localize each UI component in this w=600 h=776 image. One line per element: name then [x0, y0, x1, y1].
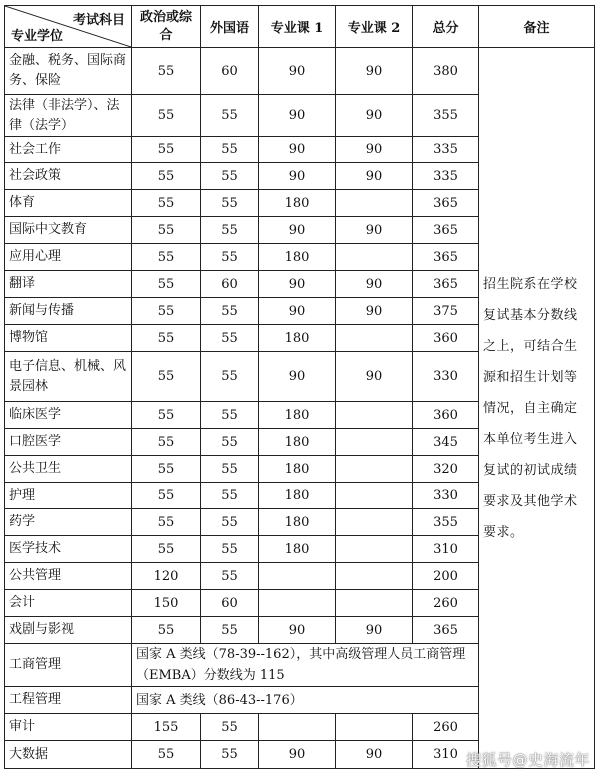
cell-foreign: 55 — [201, 563, 259, 590]
cell-total: 360 — [413, 402, 479, 429]
row-name: 翻译 — [5, 271, 132, 298]
cell-politics: 55 — [132, 456, 201, 483]
cell-politics: 55 — [132, 190, 201, 217]
cell-major1: 180 — [259, 325, 336, 352]
cell-major1: 180 — [259, 429, 336, 456]
cell-politics: 155 — [132, 714, 201, 741]
cell-foreign: 55 — [201, 429, 259, 456]
cell-total: 330 — [413, 483, 479, 509]
cell-total: 365 — [413, 617, 479, 644]
cell-foreign: 55 — [201, 352, 259, 402]
cell-major2 — [336, 190, 413, 217]
row-name: 金融、税务、国际商务、保险 — [5, 48, 132, 95]
row-name: 会计 — [5, 590, 132, 617]
corner-top-label: 考试科目 — [72, 13, 125, 28]
row-name: 临床医学 — [5, 402, 132, 429]
row-name: 工程管理 — [5, 687, 132, 714]
row-name: 体育 — [5, 190, 132, 217]
cell-foreign: 55 — [201, 95, 259, 137]
row-name: 戏剧与影视 — [5, 617, 132, 644]
row-name: 博物馆 — [5, 325, 132, 352]
cell-major1: 180 — [259, 536, 336, 563]
cell-major1: 90 — [259, 741, 336, 769]
cell-major2 — [336, 509, 413, 536]
cell-politics: 55 — [132, 271, 201, 298]
row-name: 口腔医学 — [5, 429, 132, 456]
cell-foreign: 55 — [201, 741, 259, 769]
row-name: 公共管理 — [5, 563, 132, 590]
col-total: 总分 — [413, 6, 479, 48]
cell-foreign: 60 — [201, 271, 259, 298]
cell-major2 — [336, 563, 413, 590]
cell-major1: 90 — [259, 163, 336, 190]
cell-foreign: 55 — [201, 509, 259, 536]
cell-total: 200 — [413, 563, 479, 590]
cell-total: 355 — [413, 95, 479, 137]
row-name: 护理 — [5, 483, 132, 509]
cell-total: 345 — [413, 429, 479, 456]
cell-foreign: 55 — [201, 617, 259, 644]
remark-cell: 招生院系在学校复试基本分数线之上，可结合生源和招生计划等情况，自主确定本单位考生进入复试的初试成绩要求及其他学术要求。 — [479, 48, 595, 769]
cell-total: 365 — [413, 217, 479, 244]
cell-major1: 180 — [259, 509, 336, 536]
row-name: 审计 — [5, 714, 132, 741]
cell-major2: 90 — [336, 298, 413, 325]
watermark: 搜狐号@史海流年 — [465, 751, 590, 769]
row-name: 医学技术 — [5, 536, 132, 563]
merged-cell: 国家 A 类线（86-43--176） — [132, 687, 479, 714]
score-table — [4, 5, 595, 769]
cell-politics: 55 — [132, 298, 201, 325]
cell-major2 — [336, 714, 413, 741]
cell-major2 — [336, 456, 413, 483]
cell-major1 — [259, 563, 336, 590]
cell-politics: 55 — [132, 325, 201, 352]
cell-politics: 55 — [132, 137, 201, 163]
cell-major2 — [336, 244, 413, 271]
cell-major1: 90 — [259, 48, 336, 95]
cell-total: 335 — [413, 163, 479, 190]
row-name: 社会政策 — [5, 163, 132, 190]
cell-total: 365 — [413, 190, 479, 217]
cell-major1: 180 — [259, 190, 336, 217]
cell-politics: 120 — [132, 563, 201, 590]
table-row — [5, 48, 595, 95]
col-major1: 专业课 1 — [259, 6, 336, 48]
cell-major2 — [336, 429, 413, 456]
cell-total: 330 — [413, 352, 479, 402]
cell-total: 335 — [413, 137, 479, 163]
cell-politics: 55 — [132, 509, 201, 536]
cell-major2 — [336, 536, 413, 563]
cell-politics: 55 — [132, 217, 201, 244]
cell-politics: 55 — [132, 741, 201, 769]
cell-total: 320 — [413, 456, 479, 483]
cell-major2: 90 — [336, 137, 413, 163]
cell-major1: 90 — [259, 298, 336, 325]
row-name: 社会工作 — [5, 137, 132, 163]
cell-total: 360 — [413, 325, 479, 352]
cell-foreign: 55 — [201, 163, 259, 190]
cell-foreign: 55 — [201, 402, 259, 429]
cell-foreign: 55 — [201, 217, 259, 244]
cell-total: 355 — [413, 509, 479, 536]
cell-major1: 90 — [259, 217, 336, 244]
cell-major2: 90 — [336, 163, 413, 190]
cell-major1: 90 — [259, 617, 336, 644]
cell-total: 310 — [413, 536, 479, 563]
cell-total: 260 — [413, 590, 479, 617]
cell-total: 310 — [413, 741, 479, 769]
cell-major1 — [259, 714, 336, 741]
header-row — [5, 6, 595, 48]
row-name: 工商管理 — [5, 644, 132, 687]
col-major2: 专业课 2 — [336, 6, 413, 48]
cell-foreign: 55 — [201, 244, 259, 271]
cell-politics: 55 — [132, 402, 201, 429]
cell-foreign: 60 — [201, 48, 259, 95]
row-name: 大数据 — [5, 741, 132, 769]
cell-major2: 90 — [336, 352, 413, 402]
row-name: 法律（非法学）、法律（法学） — [5, 95, 132, 137]
cell-major1: 180 — [259, 483, 336, 509]
cell-foreign: 55 — [201, 483, 259, 509]
cell-foreign: 55 — [201, 536, 259, 563]
cell-major1: 90 — [259, 271, 336, 298]
cell-major2: 90 — [336, 271, 413, 298]
cell-major2: 90 — [336, 48, 413, 95]
cell-major1: 180 — [259, 244, 336, 271]
cell-politics: 55 — [132, 48, 201, 95]
cell-major1: 90 — [259, 95, 336, 137]
row-name: 药学 — [5, 509, 132, 536]
cell-politics: 150 — [132, 590, 201, 617]
cell-major2 — [336, 325, 413, 352]
cell-major1 — [259, 590, 336, 617]
merged-cell: 国家 A 类线（78-39--162），其中高级管理人员工商管理（EMBA）分数线为 115 — [132, 644, 479, 687]
cell-major2: 90 — [336, 617, 413, 644]
cell-foreign: 55 — [201, 190, 259, 217]
cell-total: 375 — [413, 298, 479, 325]
cell-major2 — [336, 590, 413, 617]
row-name: 应用心理 — [5, 244, 132, 271]
cell-major1: 180 — [259, 402, 336, 429]
cell-total: 260 — [413, 714, 479, 741]
cell-politics: 55 — [132, 244, 201, 271]
cell-total: 365 — [413, 244, 479, 271]
cell-foreign: 55 — [201, 325, 259, 352]
cell-major1: 180 — [259, 456, 336, 483]
cell-politics: 55 — [132, 617, 201, 644]
cell-total: 380 — [413, 48, 479, 95]
cell-foreign: 60 — [201, 590, 259, 617]
col-foreign: 外国语 — [201, 6, 259, 48]
cell-major1: 90 — [259, 137, 336, 163]
cell-politics: 55 — [132, 352, 201, 402]
row-name: 国际中文教育 — [5, 217, 132, 244]
cell-major2: 90 — [336, 741, 413, 769]
row-name: 电子信息、机械、风景园林 — [5, 352, 132, 402]
cell-major2 — [336, 483, 413, 509]
cell-politics: 55 — [132, 483, 201, 509]
row-name: 公共卫生 — [5, 456, 132, 483]
cell-foreign: 55 — [201, 137, 259, 163]
cell-foreign: 55 — [201, 714, 259, 741]
cell-politics: 55 — [132, 95, 201, 137]
cell-total: 365 — [413, 271, 479, 298]
corner-header — [5, 6, 132, 48]
cell-major2: 90 — [336, 217, 413, 244]
cell-politics: 55 — [132, 536, 201, 563]
cell-major1: 90 — [259, 352, 336, 402]
col-remark: 备注 — [479, 6, 595, 48]
col-politics: 政治或综合 — [132, 6, 201, 48]
cell-politics: 55 — [132, 429, 201, 456]
corner-bottom-label: 专业学位 — [11, 29, 64, 44]
cell-major2 — [336, 402, 413, 429]
cell-foreign: 55 — [201, 456, 259, 483]
cell-major2: 90 — [336, 95, 413, 137]
cell-politics: 55 — [132, 163, 201, 190]
cell-foreign: 55 — [201, 298, 259, 325]
row-name: 新闻与传播 — [5, 298, 132, 325]
